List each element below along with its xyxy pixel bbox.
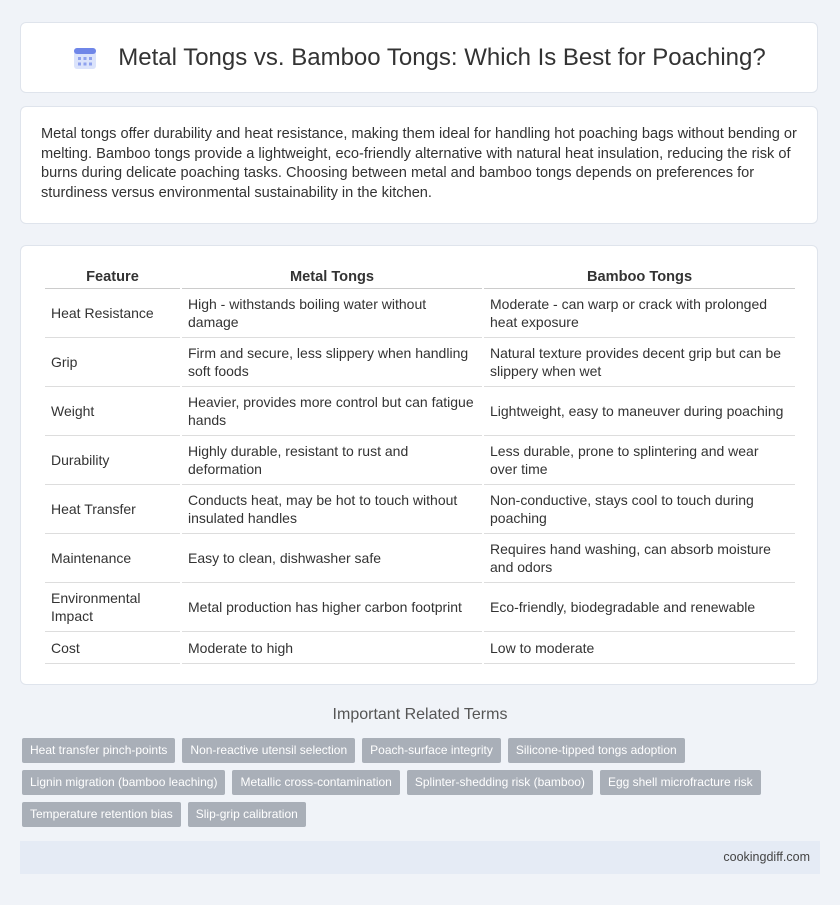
- feature-cell: Cost: [45, 632, 180, 664]
- metal-cell: Heavier, provides more control but can fatigue hands: [182, 387, 482, 436]
- table-row: [45, 583, 795, 632]
- table-row: [45, 436, 795, 485]
- table-header-row: [45, 264, 795, 289]
- metal-cell: High - withstands boiling water without damage: [182, 289, 482, 338]
- intro-card: [20, 106, 818, 224]
- bamboo-cell: Lightweight, easy to maneuver during poaching: [484, 387, 795, 436]
- intro-text: Metal tongs offer durability and heat resistance, making them ideal for handling hot poaching bags without bending or melting. Bamboo tongs provide a lightweight, eco-friendly alternative with natural heat insulation, reducing the risk of burns during delicate poaching tasks. Choosing between metal and bamboo tongs depends on preferences for sturdiness versus environmental sustainability in the kitchen.: [41, 126, 797, 201]
- header-bamboo: Bamboo Tongs: [484, 264, 795, 289]
- feature-cell: Heat Resistance: [45, 289, 180, 338]
- bamboo-cell: Eco-friendly, biodegradable and renewable: [484, 583, 795, 632]
- comparison-card: [20, 245, 818, 685]
- term-tag[interactable]: Heat transfer pinch-points: [22, 738, 175, 763]
- bamboo-cell: Less durable, prone to splintering and wear over time: [484, 436, 795, 485]
- metal-cell: Moderate to high: [182, 632, 482, 664]
- metal-cell: Metal production has higher carbon footprint: [182, 583, 482, 632]
- bamboo-cell: Natural texture provides decent grip but can be slippery when wet: [484, 338, 795, 387]
- term-tag[interactable]: Poach-surface integrity: [362, 738, 501, 763]
- bamboo-cell: Low to moderate: [484, 632, 795, 664]
- feature-cell: Durability: [45, 436, 180, 485]
- footer: [20, 841, 820, 874]
- table-row: [45, 632, 795, 664]
- title-card: [20, 22, 818, 93]
- term-tag[interactable]: Metallic cross-contamination: [232, 770, 399, 795]
- table-row: [45, 338, 795, 387]
- table-row: [45, 485, 795, 534]
- term-tag[interactable]: Temperature retention bias: [22, 802, 181, 827]
- term-tag[interactable]: Non-reactive utensil selection: [182, 738, 355, 763]
- metal-cell: Easy to clean, dishwasher safe: [182, 534, 482, 583]
- feature-cell: Environmental Impact: [45, 583, 180, 632]
- metal-cell: Conducts heat, may be hot to touch without insulated handles: [182, 485, 482, 534]
- related-terms-title: Important Related Terms: [332, 706, 508, 723]
- metal-cell: Firm and secure, less slippery when handling soft foods: [182, 338, 482, 387]
- table-row: [45, 387, 795, 436]
- term-tag[interactable]: Silicone-tipped tongs adoption: [508, 738, 685, 763]
- feature-cell: Heat Transfer: [45, 485, 180, 534]
- table-row: [45, 534, 795, 583]
- feature-cell: Maintenance: [45, 534, 180, 583]
- term-tag[interactable]: Lignin migration (bamboo leaching): [22, 770, 225, 795]
- header-feature: Feature: [45, 264, 180, 289]
- comparison-table: [43, 264, 797, 664]
- feature-cell: Grip: [45, 338, 180, 387]
- footer-site-link[interactable]: cookingdiff.com: [723, 850, 810, 864]
- table-row: [45, 289, 795, 338]
- bamboo-cell: Requires hand washing, can absorb moisture and odors: [484, 534, 795, 583]
- metal-cell: Highly durable, resistant to rust and deformation: [182, 436, 482, 485]
- calendar-icon: [72, 45, 98, 71]
- term-tag[interactable]: Splinter-shedding risk (bamboo): [407, 770, 593, 795]
- related-terms-list: [22, 738, 802, 834]
- feature-cell: Weight: [45, 387, 180, 436]
- page-title: Metal Tongs vs. Bamboo Tongs: Which Is Best for Poaching?: [118, 43, 766, 71]
- header-metal: Metal Tongs: [182, 264, 482, 289]
- bamboo-cell: Moderate - can warp or crack with prolonged heat exposure: [484, 289, 795, 338]
- bamboo-cell: Non-conductive, stays cool to touch during poaching: [484, 485, 795, 534]
- term-tag[interactable]: Egg shell microfracture risk: [600, 770, 761, 795]
- term-tag[interactable]: Slip-grip calibration: [188, 802, 306, 827]
